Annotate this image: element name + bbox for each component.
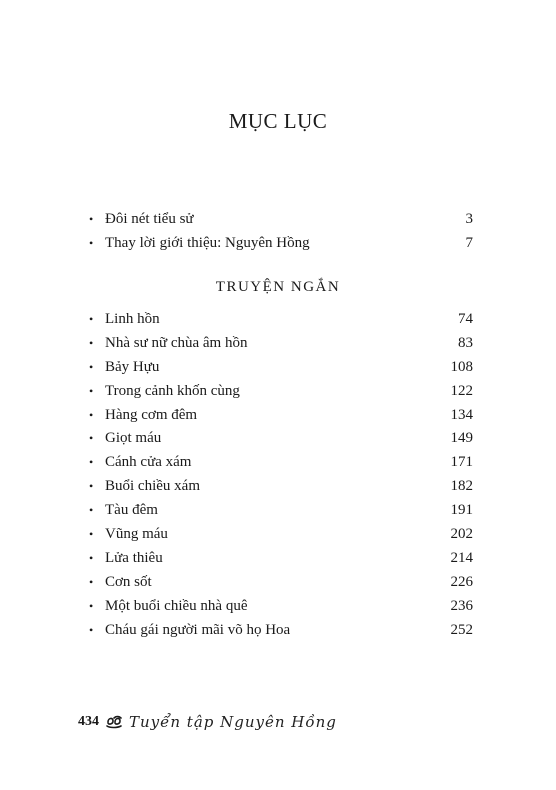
bullet: •: [89, 383, 94, 398]
toc-entry-page: 7: [465, 234, 473, 251]
bullet: •: [89, 407, 94, 422]
toc-entry-title: Tàu đêm: [105, 502, 158, 519]
toc-entry[interactable]: [89, 308, 473, 332]
toc-entry[interactable]: [89, 356, 473, 380]
toc-entry[interactable]: [89, 332, 473, 356]
toc-entry[interactable]: [89, 619, 473, 643]
toc-entry[interactable]: [89, 499, 473, 523]
running-title: Tuyển tập Nguyên Hồng: [129, 713, 337, 731]
toc-entry-page: 3: [465, 211, 473, 227]
toc-entry[interactable]: [89, 451, 473, 475]
toc-entry-title: Cơn sốt: [105, 573, 152, 590]
toc-entry-title: Nhà sư nữ chùa âm hồn: [105, 334, 248, 351]
bullet: •: [89, 574, 94, 589]
flourish-ornament-icon: [105, 715, 123, 729]
toc-entry-page: 182: [450, 478, 473, 495]
bullet: •: [89, 503, 94, 518]
toc-entry-title: Cháu gái người mãi võ họ Hoa: [105, 621, 291, 638]
toc-entry-page: 236: [450, 597, 473, 614]
bullet: •: [89, 622, 94, 637]
stories-toc-list: [89, 308, 473, 642]
toc-entry-page: 191: [450, 502, 473, 519]
toc-entry[interactable]: [89, 380, 473, 404]
toc-entry-page: 108: [450, 358, 473, 375]
bullet: •: [89, 431, 94, 446]
toc-entry-title: Đôi nét tiểu sử: [105, 211, 194, 227]
toc-entry[interactable]: [89, 208, 473, 232]
bullet: •: [89, 359, 94, 374]
bullet: •: [89, 598, 94, 613]
toc-entry-title: Một buổi chiều nhà quê: [105, 597, 248, 614]
section-heading: TRUYỆN NGẮN: [215, 279, 341, 295]
toc-entry-title: Vũng máu: [105, 526, 168, 543]
toc-entry-title: Lửa thiêu: [105, 549, 163, 566]
bullet: •: [89, 212, 94, 226]
toc-entry[interactable]: [89, 547, 473, 571]
toc-entry-page: 74: [458, 311, 473, 327]
toc-entry-page: 83: [458, 334, 473, 351]
bullet: •: [89, 335, 94, 350]
toc-entry-page: 214: [450, 549, 473, 566]
intro-toc-list: [89, 208, 473, 256]
bullet: •: [89, 455, 94, 470]
toc-entry[interactable]: [89, 523, 473, 547]
page-title: MỤC LỤC: [228, 109, 328, 133]
toc-entry-title: Linh hồn: [105, 311, 160, 327]
toc-entry-title: Buổi chiều xám: [105, 478, 200, 495]
bullet: •: [89, 235, 94, 250]
bullet: •: [89, 550, 94, 565]
toc-entry-page: 252: [450, 621, 473, 638]
toc-entry-title: Thay lời giới thiệu: Nguyên Hồng: [105, 234, 310, 251]
toc-entry-page: 122: [450, 382, 473, 399]
toc-entry[interactable]: [89, 595, 473, 619]
toc-entry-title: Bảy Hựu: [105, 358, 160, 375]
toc-entry[interactable]: [89, 427, 473, 451]
toc-entry-title: Giọt máu: [105, 430, 162, 447]
toc-entry-page: 134: [450, 406, 473, 423]
toc-entry[interactable]: [89, 232, 473, 256]
toc-entry-page: 149: [450, 430, 473, 447]
toc-entry-page: 171: [450, 454, 473, 471]
bullet: •: [89, 527, 94, 542]
toc-entry[interactable]: [89, 475, 473, 499]
toc-entry[interactable]: [89, 571, 473, 595]
toc-entry[interactable]: [89, 404, 473, 428]
page-number: 434: [78, 714, 99, 729]
toc-entry-page: 202: [450, 526, 473, 543]
bullet: •: [89, 312, 94, 326]
toc-entry-title: Cánh cửa xám: [105, 454, 192, 471]
bullet: •: [89, 479, 94, 494]
toc-entry-title: Trong cảnh khốn cùng: [105, 382, 240, 399]
page-footer: [78, 710, 337, 734]
toc-entry-title: Hàng cơm đêm: [105, 406, 198, 423]
toc-entry-page: 226: [450, 573, 473, 590]
